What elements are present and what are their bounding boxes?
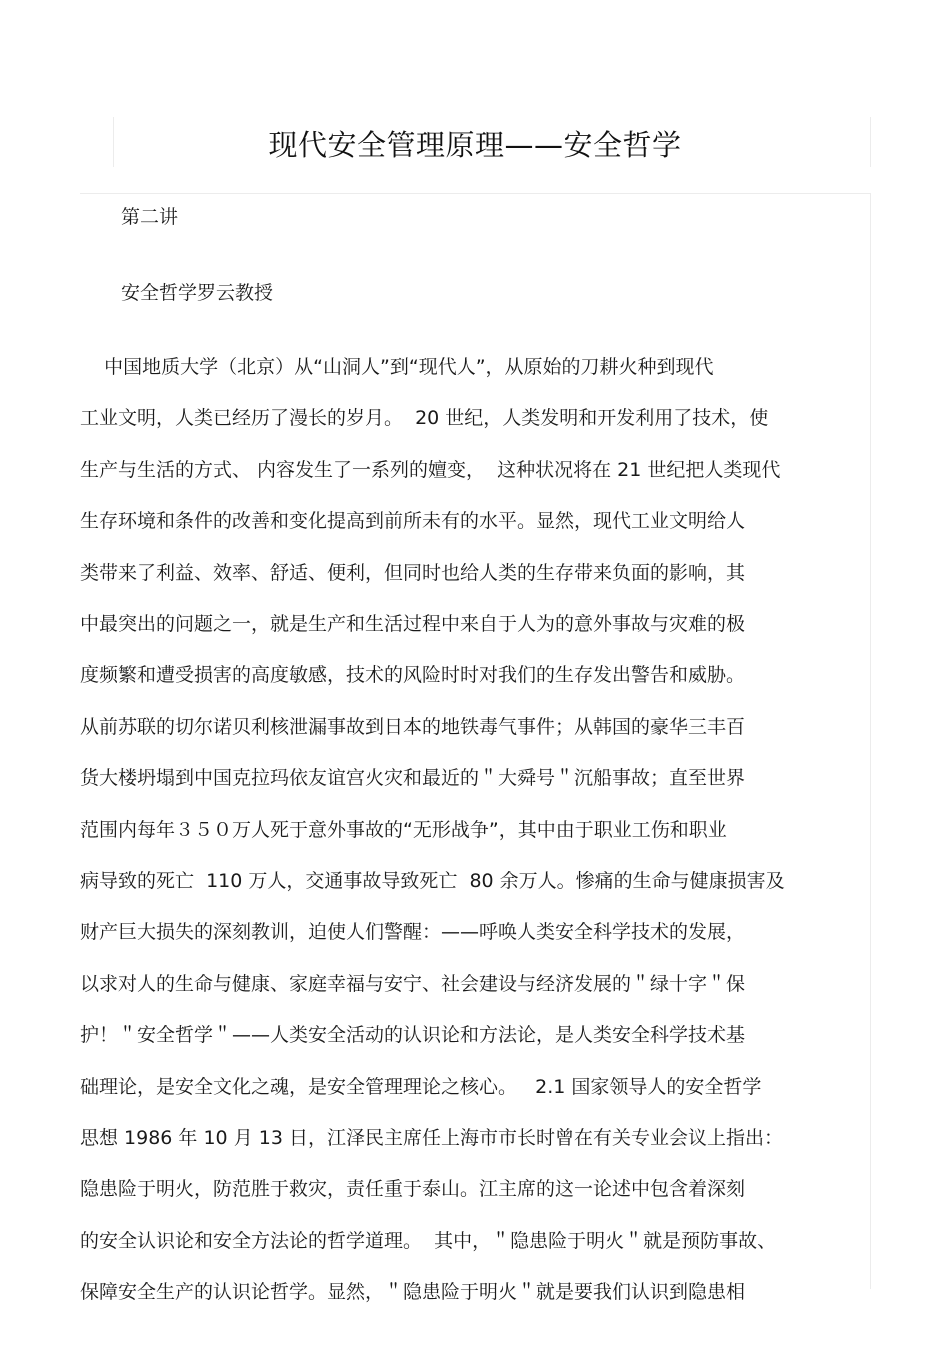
body-line: 隐患险于明火，防范胜于救灾，责任重于泰山。江主席的这一论述中包含着深刻 <box>80 1178 746 1201</box>
body-line: 范围内每年３５０万人死于意外事故的“无形战争”，其中由于职业工伤和职业 <box>80 818 727 841</box>
body-line: 础理论，是安全文化之魂，是安全管理理论之核心。 2.1 国家领导人的安全哲学 <box>80 1075 762 1098</box>
body-line: 中国地质大学（北京）从“山洞人”到“现代人”，从原始的刀耕火种到现代 <box>80 356 714 378</box>
body-line: 思想 1986 年 10 月 13 日，江泽民主席任上海市市长时曾在有关专业会议上指出： <box>80 1127 783 1149</box>
body-line: 类带来了利益、效率、舒适、便利，但同时也给人类的生存带来负面的影响，其 <box>80 561 746 584</box>
byline: 安全哲学罗云教授 <box>121 282 274 304</box>
body-line: 货大楼坍塌到中国克拉玛依友谊宫火灾和最近的＂大舜号＂沉船事故；直至世界 <box>80 767 746 790</box>
body-line: 护！＂安全哲学＂——人类安全活动的认识论和方法论，是人类安全科学技术基 <box>80 1024 746 1047</box>
page-title: 现代安全管理原理——安全哲学 <box>268 128 682 162</box>
body-line: 生产与生活的方式、 内容发生了一系列的嬗变， 这种状况将在 21 世纪把人类现代 <box>80 458 781 481</box>
body-line: 保障安全生产的认识论哲学。显然，＂隐患险于明火＂就是要我们认识到隐患相 <box>80 1281 746 1304</box>
body-line: 以求对人的生命与健康、家庭幸福与安宁、社会建设与经济发展的＂绿十字＂保 <box>80 972 746 995</box>
body-line: 工业文明，人类已经历了漫长的岁月。 20 世纪，人类发明和开发利用了技术，使 <box>80 407 769 430</box>
body-line: 中最突出的问题之一，就是生产和生活过程中来自于人为的意外事故与灾难的极 <box>80 613 746 635</box>
body-line: 的安全认识论和安全方法论的哲学道理。 其中，＂隐患险于明火＂就是预防事故、 <box>80 1229 777 1252</box>
lecture-number: 第二讲 <box>121 206 179 228</box>
body-line: 生存环境和条件的改善和变化提高到前所未有的水平。显然，现代工业文明给人 <box>80 510 746 533</box>
body-line: 从前苏联的切尔诺贝利核泄漏事故到日本的地铁毒气事件；从韩国的豪华三丰百 <box>80 715 746 738</box>
body-line: 病导致的死亡 110 万人，交通事故导致死亡 80 余万人。惨痛的生命与健康损害及 <box>80 870 785 892</box>
body-line: 财产巨大损失的深刻教训，迫使人们警醒：——呼唤人类安全科学技术的发展， <box>80 921 746 944</box>
body-line: 度频繁和遭受损害的高度敏感，技术的风险时时对我们的生存发出警告和威胁。 <box>80 664 746 687</box>
